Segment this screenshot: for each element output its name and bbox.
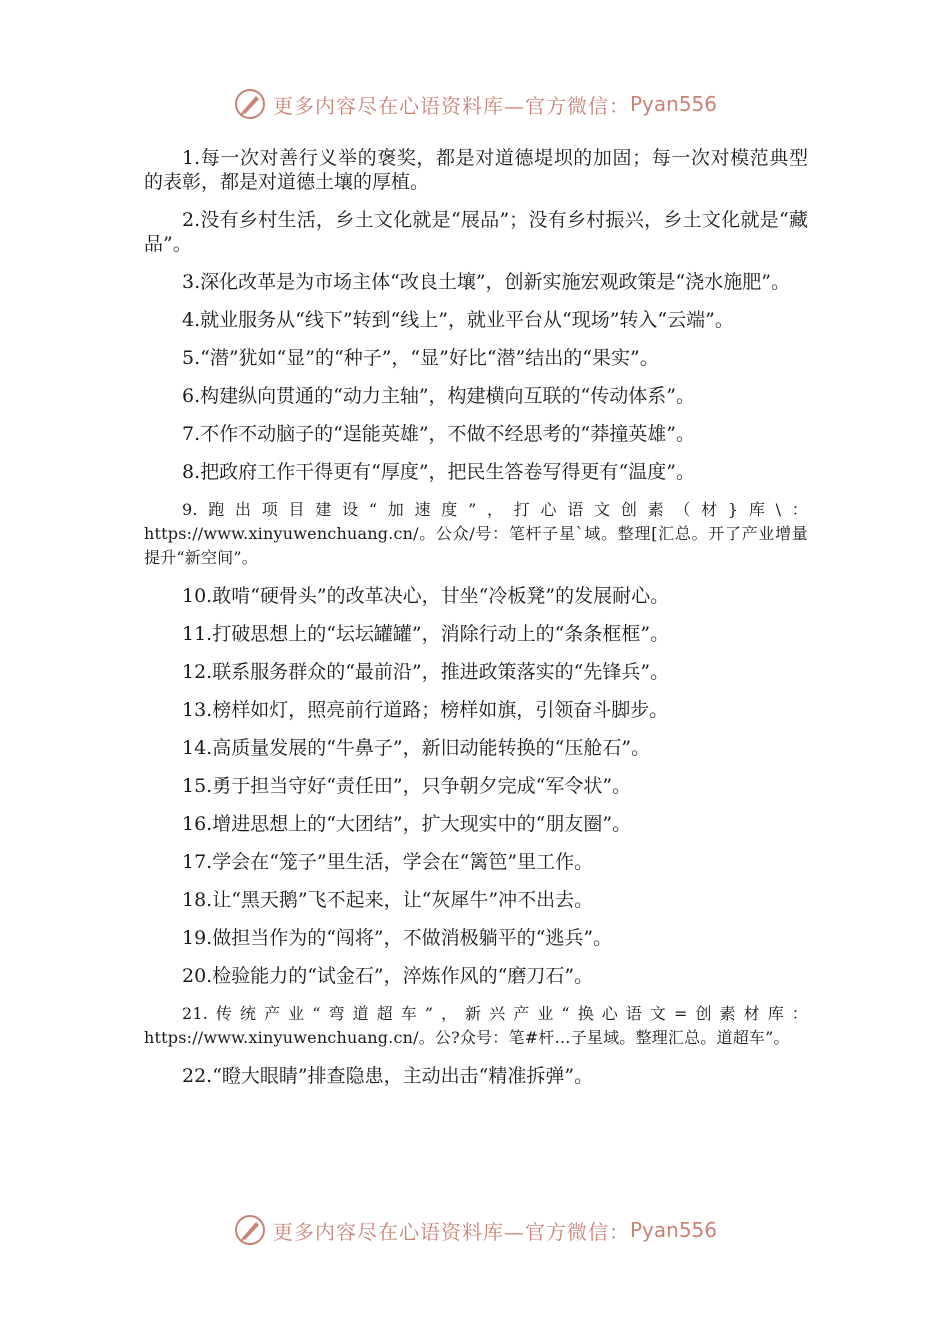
wechat-id: Pyan556 [629,1218,717,1242]
document-body [144,146,808,1102]
list-item: 20.检验能力的“试金石”，淬炼作风的“磨刀石”。 [182,965,594,987]
list-item: 4.就业服务从“线下”转到“线上”，就业平台从“现场”转入“云端”。 [182,309,734,331]
list-item: 22.“瞪大眼睛”排查隐患，主动出击“精准拆弹”。 [182,1065,594,1087]
list-item: 17.学会在“笼子”里生活，学会在“篱笆”里工作。 [182,851,594,873]
list-item: 14.高质量发展的“牛鼻子”，新旧动能转换的“压舱石”。 [182,737,651,759]
list-item: 11.打破思想上的“坛坛罐罐”，消除行动上的“条条框框”。 [182,623,670,645]
list-item: 7.不作不动脑子的“逞能英雄”，不做不经思考的“莽撞英雄”。 [182,423,695,445]
list-item: 1.每一次对善行义举的褒奖，都是对道德堤坝的加固；每一次对模范典型的表彰，都是对道德土壤的厚植。 [144,147,808,193]
list-item: 5.“潜”犹如“显”的“种子”，“显”好比“潜”结出的“果实”。 [182,347,659,369]
pen-logo-icon [233,87,267,121]
banner-text: 更多内容尽在心语资料库—官方微信： [272,1219,630,1244]
list-item: 12.联系服务群众的“最前沿”，推进政策落实的“先锋兵”。 [182,661,670,683]
list-item: 8.把政府工作干得更有“厚度”，把民生答卷写得更有“温度”。 [182,461,695,483]
list-item: 16.增进思想上的“大团结”，扩大现实中的“朋友圈”。 [182,813,632,835]
list-item: 18.让“黑天鹅”飞不起来，让“灰犀牛”冲不出去。 [182,889,594,911]
banner-text: 更多内容尽在心语资料库—官方微信： [272,93,630,118]
pen-logo-icon [233,1213,267,1247]
list-item: 10.敢啃“硬骨头”的改革决心，甘坐“冷板凳”的发展耐心。 [182,585,670,607]
wechat-id: Pyan556 [629,92,717,116]
list-item: 9.跑出项目建设“加速度”，打心语文创素（材}库\：https://www.xinyuwenchuang.cn/。公众/号：笔杆子星`域。整理[汇总。开了产业增量提升“新空间”。 [144,500,808,567]
list-item: 2.没有乡村生活，乡土文化就是“展品”；没有乡村振兴，乡土文化就是“藏品”。 [144,209,808,255]
header-banner [0,84,950,124]
list-item: 13.榜样如灯，照亮前行道路；榜样如旗，引领奋斗脚步。 [182,699,669,721]
footer-banner [0,1210,950,1250]
list-item: 6.构建纵向贯通的“动力主轴”，构建横向互联的“传动体系”。 [182,385,695,407]
list-item: 21.传统产业“弯道超车”，新兴产业“换心语文=创素材库：https://www.xinyuwenchuang.cn/。公?众号：笔#杆…子星域。整理汇总。道超车”。 [144,1004,808,1047]
list-item: 19.做担当作为的“闯将”，不做消极躺平的“逃兵”。 [182,927,613,949]
list-item: 15.勇于担当守好“责任田”，只争朝夕完成“军令状”。 [182,775,632,797]
list-item: 3.深化改革是为市场主体“改良土壤”，创新实施宏观政策是“浇水施肥”。 [182,271,790,293]
